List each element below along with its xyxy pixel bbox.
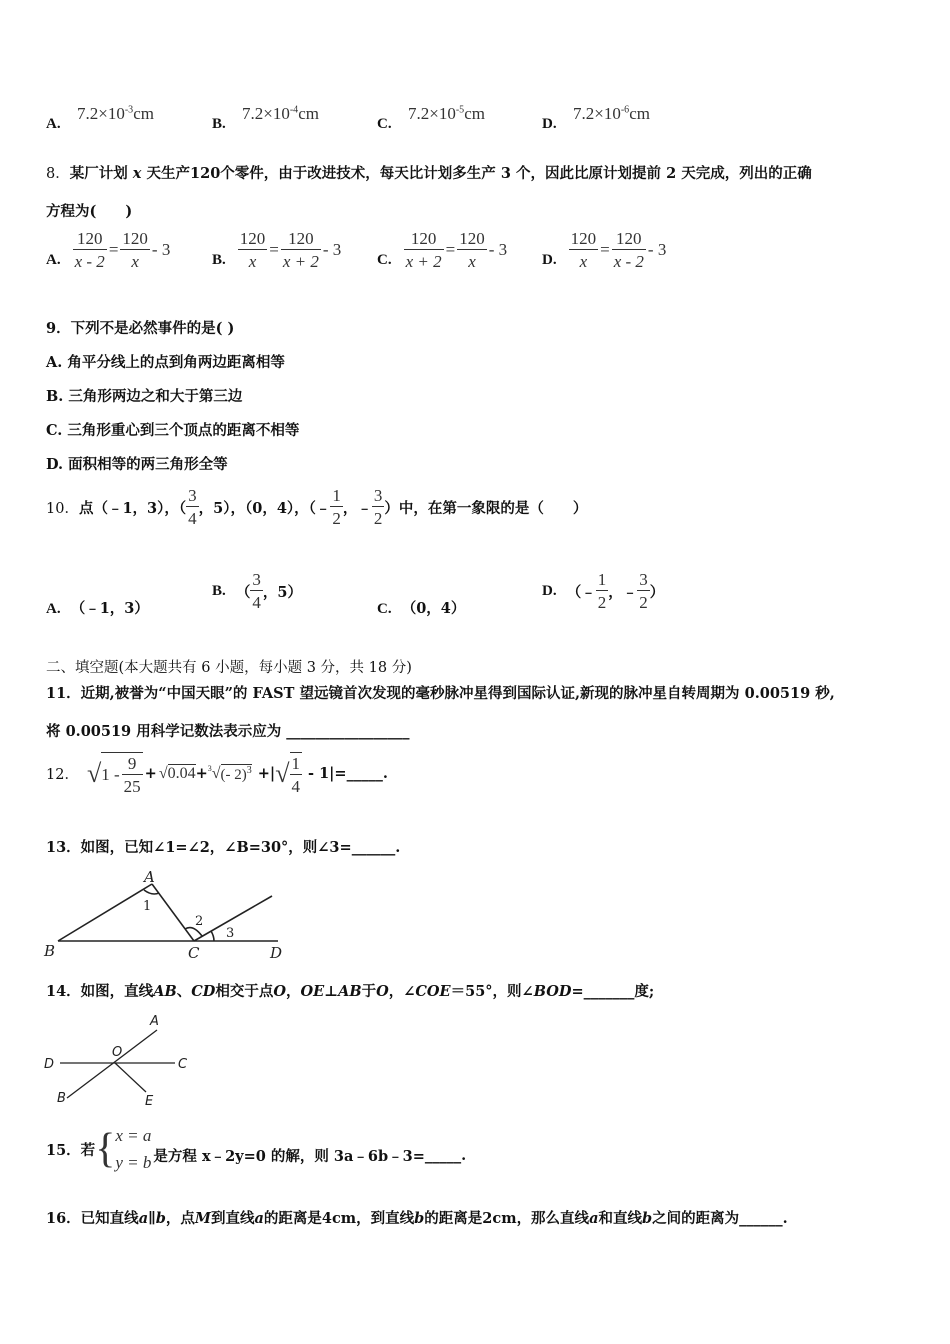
fraction bbox=[290, 752, 303, 795]
exponent: -5 bbox=[455, 104, 465, 116]
fraction bbox=[330, 487, 343, 527]
option-letter: D. bbox=[542, 116, 557, 132]
exponent: -4 bbox=[289, 104, 299, 116]
q13-stem bbox=[46, 836, 400, 857]
numerator: 1 bbox=[332, 486, 341, 505]
text: 13．如图，已知∠1=∠2，∠B=30°，则∠3= bbox=[46, 839, 352, 856]
numerator: 120 bbox=[73, 230, 107, 250]
numerator: 120 bbox=[612, 230, 646, 250]
equals: = bbox=[445, 240, 456, 259]
text: 、 bbox=[176, 983, 192, 1000]
fraction bbox=[457, 230, 487, 270]
numerator: 3 bbox=[252, 570, 261, 589]
q12 bbox=[46, 752, 388, 795]
fraction bbox=[238, 230, 268, 270]
text: ，﹣ bbox=[608, 583, 638, 601]
label-d: D bbox=[270, 944, 283, 962]
q7-option-d bbox=[542, 116, 557, 133]
number: 3 bbox=[500, 165, 511, 182]
equation bbox=[73, 230, 171, 270]
option-letter: A. bbox=[46, 116, 61, 132]
text: ∥ bbox=[148, 1210, 156, 1227]
q7-option-c-value bbox=[408, 104, 485, 124]
times-sign: × bbox=[429, 104, 439, 123]
text: CD bbox=[191, 983, 216, 1000]
option-letter: A. bbox=[46, 354, 63, 371]
denominator: 25 bbox=[123, 777, 141, 796]
fraction bbox=[372, 487, 385, 527]
option-letter: B. bbox=[212, 582, 226, 599]
option-letter: C. bbox=[377, 251, 392, 268]
fraction bbox=[120, 230, 150, 270]
label-o: O bbox=[112, 1045, 123, 1060]
times-sign: × bbox=[263, 104, 273, 123]
q8-option-c bbox=[377, 230, 507, 270]
unit: cm bbox=[629, 104, 650, 123]
text: COE bbox=[415, 983, 451, 1000]
q9-option-c bbox=[46, 419, 299, 440]
option-letter: C. bbox=[377, 116, 392, 132]
q16-stem bbox=[46, 1207, 788, 1228]
text: b bbox=[641, 1210, 653, 1227]
q9-option-a bbox=[46, 351, 285, 372]
q8-stem-line1 bbox=[46, 162, 812, 183]
text: M bbox=[194, 1210, 211, 1227]
denominator: x bbox=[468, 252, 476, 271]
text: （ bbox=[235, 583, 251, 601]
radicand: 0.04 bbox=[167, 765, 196, 782]
answer-blank[interactable]: _______ bbox=[583, 983, 635, 1000]
text: b bbox=[414, 1210, 425, 1227]
label-d: D bbox=[44, 1057, 55, 1072]
text: ＝55°，则∠ bbox=[450, 983, 534, 1000]
text: 秒, bbox=[815, 685, 835, 702]
sqrt-sign: √ bbox=[158, 764, 168, 782]
text: 14．如图，直线 bbox=[46, 983, 154, 1000]
text: 望远镜首次发现的毫秒脉冲星得到国际认证,新现的脉冲星自转周期为 bbox=[299, 685, 740, 702]
denominator: 4 bbox=[188, 509, 197, 528]
text: ，5） bbox=[262, 583, 302, 601]
sqrt-sign: √ bbox=[86, 758, 102, 788]
fraction bbox=[596, 571, 609, 611]
text: 是方程 x﹣2y=0 的解，则 3a﹣6b﹣3= bbox=[153, 1147, 425, 1165]
text: ， bbox=[285, 983, 301, 1000]
option-text: （0，4） bbox=[401, 600, 466, 617]
q9-stem: 9．下列不是必然事件的是( ) bbox=[46, 320, 235, 337]
denominator: x - 2 bbox=[74, 252, 105, 271]
text: . bbox=[395, 839, 401, 856]
text: ，﹣ bbox=[342, 499, 372, 517]
option-letter: B. bbox=[212, 116, 226, 132]
text: 个零件，由于改进技术，每天比计划多生产 bbox=[220, 165, 496, 182]
question-number: 10． bbox=[46, 500, 79, 517]
denominator: 4 bbox=[252, 593, 261, 612]
text: 度; bbox=[634, 983, 655, 1000]
denominator: x bbox=[579, 252, 588, 271]
line-ab bbox=[67, 1030, 157, 1098]
variable: x bbox=[132, 165, 142, 182]
times-sign: × bbox=[98, 104, 108, 123]
numerator: 1 bbox=[597, 570, 607, 589]
q10-option-a bbox=[46, 597, 149, 618]
text: . bbox=[461, 1146, 467, 1164]
denominator: 2 bbox=[639, 593, 648, 612]
option-letter: B. bbox=[212, 251, 226, 268]
text: 天完成，列出的正确 bbox=[681, 165, 812, 182]
label-angle-3: 3 bbox=[226, 926, 235, 941]
fraction bbox=[281, 230, 321, 270]
exponent: 3 bbox=[246, 764, 252, 776]
label-angle-1: 1 bbox=[143, 899, 152, 914]
text: 到直线 bbox=[210, 1210, 255, 1227]
q11-line1 bbox=[46, 682, 835, 703]
exponent: -3 bbox=[124, 104, 134, 116]
option-letter: D. bbox=[542, 582, 557, 599]
text: a bbox=[589, 1210, 599, 1227]
line-ba bbox=[58, 884, 152, 941]
option-text: 面积相等的两三角形全等 bbox=[68, 456, 228, 473]
question-number: 12． bbox=[46, 767, 79, 783]
text: . bbox=[782, 1210, 788, 1227]
q11-line2 bbox=[46, 720, 410, 741]
q10-option-d bbox=[542, 571, 664, 611]
q7-option-a bbox=[46, 116, 61, 133]
numerator: 9 bbox=[122, 755, 143, 775]
fraction bbox=[612, 230, 646, 270]
option-text: 三角形两边之和大于第三边 bbox=[68, 388, 243, 405]
denominator: x bbox=[131, 252, 139, 271]
answer-blank[interactable]: _____ bbox=[424, 1146, 462, 1164]
mantissa: 7.2 bbox=[573, 104, 595, 123]
option-text: 三角形重心到三个顶点的距离不相等 bbox=[67, 422, 300, 439]
root-index: 3 bbox=[207, 764, 212, 773]
answer-blank[interactable]: _____ bbox=[346, 765, 383, 782]
unit: cm bbox=[133, 104, 154, 123]
base: 10 bbox=[438, 104, 456, 123]
equation: x = a bbox=[115, 1126, 152, 1145]
option-text: 角平分线上的点到角两边距离相等 bbox=[67, 354, 285, 371]
radicand bbox=[101, 752, 142, 795]
q8-option-a bbox=[46, 230, 170, 270]
text: 某厂计划 bbox=[69, 165, 128, 182]
text: ）中，在第一象限的是（ ） bbox=[384, 499, 588, 517]
text: 15．若 bbox=[46, 1141, 96, 1159]
q8-option-b bbox=[212, 230, 341, 270]
text: ，点 bbox=[165, 1210, 195, 1227]
text: 1 - bbox=[101, 765, 120, 784]
numerator: 3 bbox=[639, 570, 648, 589]
numerator: 120 bbox=[570, 229, 597, 248]
text: 将 bbox=[46, 723, 61, 740]
text: a bbox=[138, 1210, 149, 1227]
mantissa: 7.2 bbox=[408, 104, 430, 123]
fraction bbox=[569, 230, 599, 270]
text: 2cm bbox=[482, 1210, 517, 1227]
text: ，那么直线 bbox=[516, 1210, 590, 1227]
text: = bbox=[571, 983, 584, 1000]
minus-three: - 3 bbox=[488, 240, 508, 259]
denominator: 2 bbox=[597, 593, 607, 612]
option-letter: C. bbox=[46, 422, 63, 439]
base: 10 bbox=[272, 104, 290, 123]
brace-icon: { bbox=[95, 1126, 116, 1172]
text: . bbox=[382, 765, 388, 782]
label-b: B bbox=[44, 942, 56, 960]
text: - 1|= bbox=[308, 765, 347, 782]
fraction bbox=[250, 571, 263, 611]
numerator: 1 bbox=[291, 754, 300, 773]
denominator: x + 2 bbox=[282, 252, 319, 271]
label-a: A bbox=[144, 868, 155, 886]
text: b bbox=[155, 1210, 166, 1227]
number: 0.00519 bbox=[65, 723, 132, 740]
q7-option-b-value bbox=[242, 104, 319, 124]
q10-stem bbox=[46, 487, 587, 527]
equation: y = b bbox=[115, 1153, 152, 1172]
label-c: C bbox=[178, 1057, 188, 1072]
text: OE bbox=[300, 983, 325, 1000]
text: O bbox=[273, 983, 286, 1000]
equals: = bbox=[108, 240, 119, 259]
numerator: 3 bbox=[373, 486, 383, 505]
equation bbox=[238, 230, 342, 270]
text: 用科学记数法表示应为 bbox=[136, 723, 282, 740]
text: 的距离是 bbox=[424, 1210, 483, 1227]
answer-blank[interactable]: ______ bbox=[351, 839, 396, 856]
q8-stem-line2: 方程为( ) bbox=[46, 203, 133, 220]
text: 16．已知直线 bbox=[46, 1210, 139, 1227]
option-letter: B. bbox=[46, 388, 64, 405]
plus: + bbox=[144, 765, 157, 782]
fraction bbox=[73, 230, 107, 270]
numerator: 120 bbox=[404, 230, 444, 250]
ray-oe bbox=[115, 1063, 146, 1092]
number: 2 bbox=[666, 165, 677, 182]
fraction bbox=[122, 755, 143, 795]
fraction bbox=[404, 230, 444, 270]
label-b: B bbox=[57, 1091, 66, 1106]
q15 bbox=[46, 1122, 466, 1176]
minus-three: - 3 bbox=[647, 240, 667, 259]
option-letter: A. bbox=[46, 601, 61, 617]
text: AB bbox=[338, 983, 362, 1000]
plus: + bbox=[195, 765, 208, 782]
q7-option-b bbox=[212, 116, 226, 133]
text: 点（﹣1，3），（ bbox=[78, 499, 187, 517]
plus-abs: +| bbox=[257, 765, 276, 782]
q8-option-d bbox=[542, 230, 666, 270]
q9-option-b bbox=[46, 385, 242, 406]
text: 4cm bbox=[321, 1210, 357, 1227]
label-e: E bbox=[145, 1094, 154, 1109]
equation-system bbox=[115, 1122, 151, 1176]
radicand bbox=[221, 764, 252, 784]
option-letter: C. bbox=[377, 601, 392, 617]
text: FAST bbox=[252, 685, 295, 702]
text: 的距离是 bbox=[263, 1210, 322, 1227]
option-text: （﹣1，3） bbox=[70, 600, 149, 617]
number: 0.00519 bbox=[744, 685, 811, 702]
text: 个，因此比原计划提前 bbox=[516, 165, 662, 182]
text: （﹣ bbox=[566, 583, 596, 601]
text: BOD bbox=[533, 983, 572, 1000]
answer-blank[interactable]: ______ bbox=[739, 1210, 783, 1227]
q13-figure bbox=[40, 868, 300, 964]
numerator: 120 bbox=[239, 229, 266, 248]
question-number: 8． bbox=[46, 166, 70, 182]
text: 和直线 bbox=[598, 1210, 642, 1227]
fraction bbox=[186, 487, 199, 527]
times-sign: × bbox=[594, 104, 604, 123]
exponent: -6 bbox=[620, 104, 630, 116]
denominator: 2 bbox=[373, 509, 383, 528]
option-letter: D. bbox=[542, 251, 557, 268]
equals: = bbox=[600, 240, 610, 259]
option-letter: A. bbox=[46, 251, 61, 268]
numerator: 120 bbox=[459, 229, 485, 248]
text: (- 2) bbox=[220, 766, 247, 783]
text: a bbox=[254, 1210, 264, 1227]
equals: = bbox=[269, 240, 279, 259]
option-letter: D. bbox=[46, 456, 64, 473]
text: 11．近期,被誉为“中国天眼”的 bbox=[46, 685, 248, 702]
text: 于 bbox=[361, 983, 377, 1000]
base: 10 bbox=[603, 104, 621, 123]
numerator: 120 bbox=[122, 229, 148, 248]
q14-figure bbox=[40, 1010, 200, 1110]
unit: cm bbox=[298, 104, 319, 123]
q7-option-a-value bbox=[77, 104, 154, 124]
text: ，到直线 bbox=[356, 1210, 415, 1227]
text: 相交于点 bbox=[215, 983, 274, 1000]
denominator: x bbox=[248, 252, 257, 271]
minus-three: - 3 bbox=[151, 240, 171, 259]
q14-stem bbox=[46, 980, 654, 1001]
text: O bbox=[376, 983, 389, 1000]
text: ，5），（0，4），（﹣ bbox=[198, 499, 331, 517]
q7-option-d-value bbox=[573, 104, 650, 124]
base: 10 bbox=[107, 104, 125, 123]
section-title: 二、填空题(本大题共有 6 小题，每小题 3 分，共 18 分) bbox=[46, 660, 412, 676]
equation bbox=[569, 230, 667, 270]
equation bbox=[404, 230, 508, 270]
text: ，∠ bbox=[388, 983, 416, 1000]
angle-arc-3 bbox=[211, 931, 214, 941]
mantissa: 7.2 bbox=[77, 104, 99, 123]
mantissa: 7.2 bbox=[242, 104, 264, 123]
sqrt-sign: √ bbox=[275, 758, 290, 788]
sqrt-sign: √ bbox=[211, 764, 221, 782]
q10-option-c bbox=[377, 597, 465, 618]
minus-three: - 3 bbox=[322, 240, 342, 259]
fraction bbox=[637, 571, 650, 611]
unit: cm bbox=[464, 104, 485, 123]
text: AB bbox=[153, 983, 177, 1000]
text: ） bbox=[649, 583, 665, 601]
numerator: 120 bbox=[281, 230, 321, 250]
text: 之间的距离为 bbox=[652, 1210, 740, 1227]
q10-option-b bbox=[212, 571, 302, 611]
label-c: C bbox=[188, 944, 200, 962]
label-a: A bbox=[150, 1014, 159, 1029]
denominator: 4 bbox=[291, 777, 300, 796]
text: 天生产 bbox=[146, 165, 191, 182]
label-angle-2: 2 bbox=[195, 914, 204, 929]
numerator: 3 bbox=[188, 486, 197, 505]
denominator: x + 2 bbox=[405, 252, 442, 271]
denominator: 2 bbox=[332, 509, 341, 528]
q7-option-c bbox=[377, 116, 392, 133]
denominator: x - 2 bbox=[613, 252, 644, 271]
q9-option-d bbox=[46, 453, 228, 474]
answer-blank[interactable]: _________________ bbox=[286, 723, 410, 740]
text: ⊥ bbox=[324, 983, 339, 1000]
number: 120 bbox=[190, 165, 221, 182]
